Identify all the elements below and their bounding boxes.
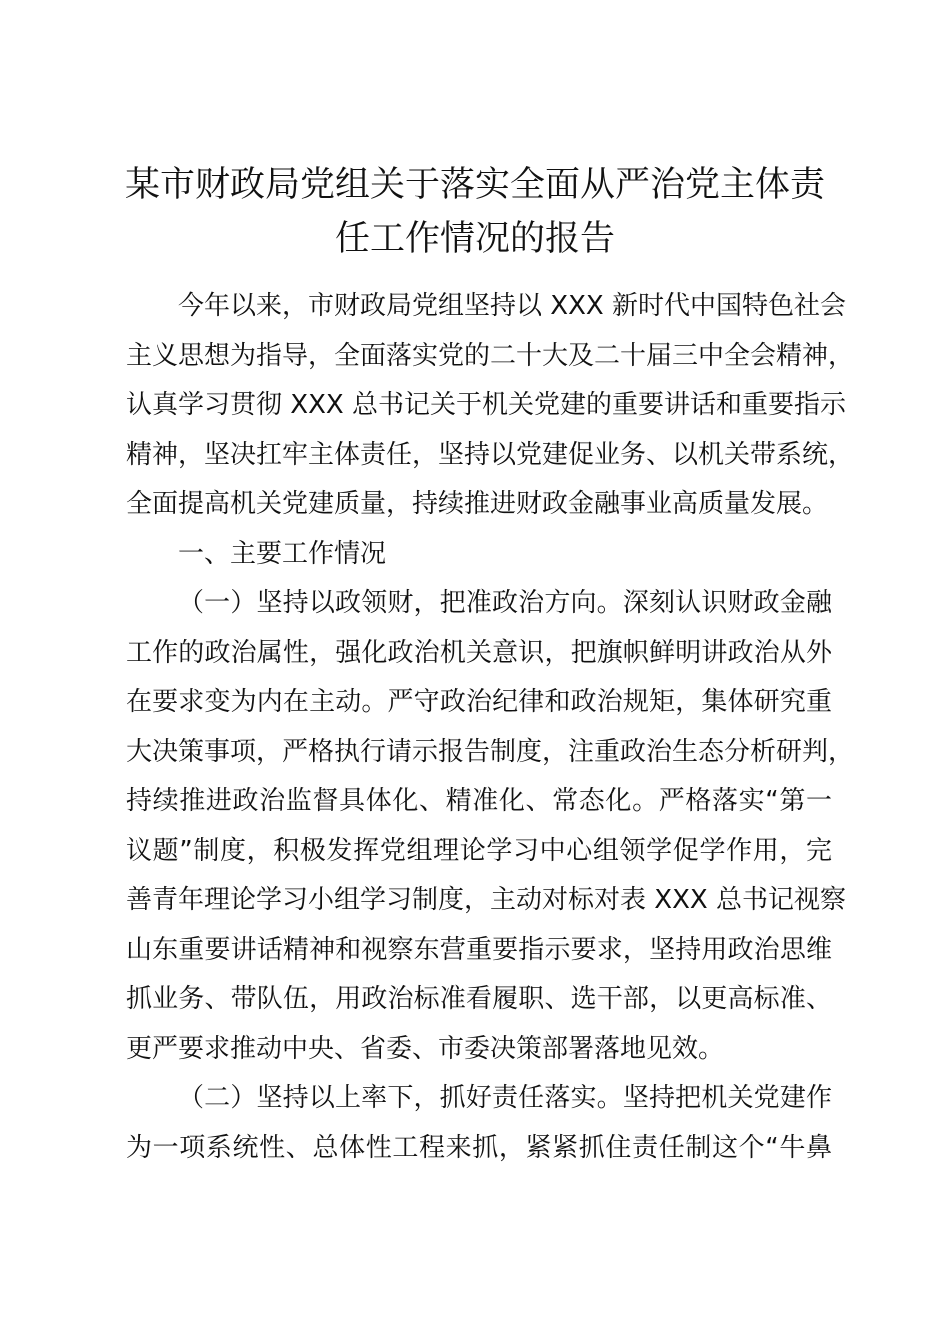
paragraph-line: 工作的政治属性，强化政治机关意识，把旗帜鲜明讲政治从外	[126, 637, 832, 668]
paragraph-line: 山东重要讲话精神和视察东营重要指示要求，坚持用政治思维	[126, 934, 832, 965]
paragraph-line: 全面提高机关党建质量，持续推进财政金融事业高质量发展。	[126, 489, 829, 519]
document-title	[110, 158, 840, 266]
paragraph-section-2	[126, 1074, 832, 1173]
paragraph-line: 善青年理论学习小组学习制度，主动对标对表 XXX 总书记视察	[126, 885, 846, 915]
paragraph-line: 为一项系统性、总体性工程来抓，紧紧抓住责任制这个“牛鼻	[126, 1132, 832, 1163]
paragraph-line: 持续推进政治监督具体化、精准化、常态化。严格落实“第一	[126, 786, 832, 816]
paragraph-line: 精神，坚决扛牢主体责任，坚持以党建促业务、以机关带系统，	[126, 439, 855, 470]
paragraph-line: 抓业务、带队伍，用政治标准看履职、选干部，以更高标准、	[126, 984, 832, 1014]
paragraph-intro	[126, 282, 855, 530]
paragraph-line: 在要求变为内在主动。严守政治纪律和政治规矩，集体研究重	[126, 687, 832, 717]
paragraph-section-1	[126, 579, 855, 1074]
paragraph-line: （一）坚持以政领财，把准政治方向。深刻认识财政金融	[178, 588, 832, 618]
paragraph-line: （二）坚持以上率下，抓好责任落实。坚持把机关党建作	[178, 1083, 832, 1113]
document-body	[126, 282, 855, 1173]
section-heading-text: 一、主要工作情况	[178, 538, 387, 569]
paragraph-line: 认真学习贯彻 XXX 总书记关于机关党建的重要讲话和重要指示	[126, 390, 846, 420]
paragraph-line: 更严要求推动中央、省委、市委决策部署落地见效。	[126, 1033, 725, 1064]
section-heading	[126, 530, 832, 580]
title-line-1: 某市财政局党组关于落实全面从严治党主体责	[124, 165, 825, 205]
paragraph-line: 今年以来，市财政局党组坚持以 XXX 新时代中国特色社会	[178, 291, 846, 321]
paragraph-line: 大决策事项，严格执行请示报告制度，注重政治生态分析研判，	[126, 736, 855, 767]
paragraph-line: 议题”制度，积极发挥党组理论学习中心组领学促学作用，完	[126, 835, 832, 866]
paragraph-line: 主义思想为指导，全面落实党的二十大及二十届三中全会精神，	[126, 340, 855, 371]
title-line-2: 任工作情况的报告	[334, 219, 615, 259]
